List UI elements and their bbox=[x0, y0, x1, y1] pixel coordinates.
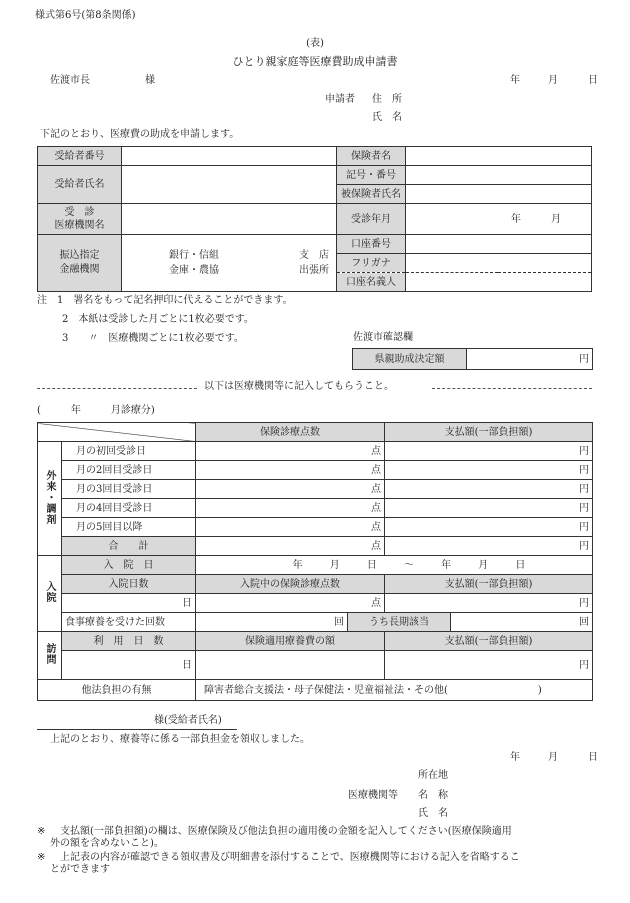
outpatient-label-text: 外来・調剤 bbox=[44, 469, 55, 525]
total-label: 合 計 bbox=[62, 537, 196, 556]
footnote-1-mark: ※ bbox=[37, 826, 46, 837]
outpatient-row-1-payment[interactable] bbox=[385, 442, 593, 461]
bank-label-line1: 振込指定 bbox=[59, 250, 100, 261]
bank-field[interactable] bbox=[122, 235, 337, 292]
bank-options-row1 bbox=[125, 248, 333, 263]
yen-unit: 円 bbox=[579, 597, 590, 609]
outpatient-row-3-payment[interactable] bbox=[385, 480, 593, 499]
bank-options-row2 bbox=[125, 263, 333, 278]
yen-unit: 円 bbox=[579, 483, 590, 495]
insured-name-label: 被保険者氏名 bbox=[337, 185, 406, 204]
range-end-day: 日 bbox=[515, 559, 526, 571]
range-start-day: 日 bbox=[366, 559, 377, 571]
visit-payment-field[interactable] bbox=[385, 651, 593, 680]
day-unit: 日 bbox=[182, 597, 192, 609]
note-1-label: 注 1 bbox=[37, 295, 64, 306]
bank-label-line2: 金融機関 bbox=[59, 264, 100, 275]
inpatient-points-field[interactable] bbox=[196, 594, 385, 613]
range-end-year: 年 bbox=[441, 559, 452, 571]
inpatient-section-label bbox=[38, 556, 62, 632]
yen-unit: 円 bbox=[579, 521, 590, 533]
range-end-month: 月 bbox=[478, 559, 489, 571]
bank-option-kinko: 金庫・農協 bbox=[169, 265, 219, 276]
inpatient-days-label: 入院日数 bbox=[62, 575, 196, 594]
outpatient-row-3-label: 月の3回目受診日 bbox=[62, 480, 196, 499]
period-month: 月診療分) bbox=[110, 405, 155, 416]
visit-label-text: 訪問 bbox=[44, 643, 55, 665]
inpatient-points-label: 入院中の保険診療点数 bbox=[196, 575, 385, 594]
footnote-1-line2: 外の額を含めないこと)。 bbox=[50, 838, 164, 849]
outpatient-row-4-points[interactable] bbox=[196, 499, 385, 518]
note-1-text: 署名をもって記名押印に代えることができます。 bbox=[73, 295, 293, 306]
outpatient-row-5-label: 月の5回目以降 bbox=[62, 518, 196, 537]
city-confirm-box bbox=[352, 348, 593, 370]
point-unit: 点 bbox=[371, 597, 382, 609]
other-laws-field[interactable]: 障害者総合支援法・母子保健法・児童福祉法・その他( ) bbox=[196, 680, 593, 701]
outpatient-section-label bbox=[38, 442, 62, 556]
applicant-name-label: 氏 名 bbox=[372, 112, 402, 123]
receipt-month-label: 月 bbox=[548, 752, 558, 763]
application-table bbox=[37, 146, 592, 292]
note-3-ditto: 〃 bbox=[88, 333, 99, 344]
visit-section-label bbox=[38, 632, 62, 680]
visit-month-unit: 月 bbox=[551, 213, 561, 225]
account-number-field[interactable] bbox=[406, 235, 592, 254]
yen-unit: 円 bbox=[579, 445, 590, 457]
intro-text: 下記のとおり、医療費の助成を申請します。 bbox=[40, 129, 240, 140]
visit-fee-field[interactable] bbox=[196, 651, 385, 680]
footnote-2-mark: ※ bbox=[37, 852, 46, 863]
date-year-label: 年 bbox=[510, 75, 520, 86]
range-start-year: 年 bbox=[292, 559, 303, 571]
note-2 bbox=[62, 314, 254, 326]
outpatient-row-2-points[interactable] bbox=[196, 461, 385, 480]
branch-option: 支 店 bbox=[299, 250, 329, 261]
period-year: 年 bbox=[70, 405, 81, 416]
side-label: (表) bbox=[306, 38, 324, 49]
point-unit: 点 bbox=[371, 464, 382, 476]
point-unit: 点 bbox=[371, 521, 382, 533]
insured-name-field[interactable] bbox=[406, 185, 592, 204]
institution-person-label: 氏 名 bbox=[418, 808, 448, 819]
date-month-label: 月 bbox=[548, 75, 558, 86]
col-payment-header: 支払額(一部負担額) bbox=[385, 423, 593, 442]
divider-text: 以下は医療機関等に記入してもらうこと。 bbox=[204, 381, 394, 392]
meal-count-label: 食事療養を受けた回数 bbox=[62, 613, 196, 632]
insurer-name-label: 保険者名 bbox=[337, 147, 406, 166]
other-burden-label: 他法負担の有無 bbox=[38, 680, 196, 701]
clinic-label-line1: 受 診 bbox=[64, 207, 95, 218]
visit-payment-label: 支払額(一部負担額) bbox=[385, 632, 593, 651]
recipient-name-field[interactable] bbox=[122, 166, 337, 204]
footnote-1-line1: 支払額(一部負担額)の欄は、医療保険及び他法負担の適用後の金額を記入してください(医療保険適用 bbox=[60, 826, 512, 837]
note-3 bbox=[62, 333, 244, 345]
visit-year-unit: 年 bbox=[511, 213, 521, 225]
point-unit: 点 bbox=[371, 445, 382, 457]
usage-days-label: 利 用 日 数 bbox=[62, 632, 196, 651]
symbol-number-field[interactable] bbox=[406, 166, 592, 185]
account-holder-label: 口座名義人 bbox=[337, 273, 406, 292]
point-unit: 点 bbox=[371, 483, 382, 495]
receipt-recipient-label: 様(受給者氏名) bbox=[154, 715, 222, 726]
header-diagonal-cell bbox=[38, 423, 196, 442]
outpatient-row-1-points[interactable] bbox=[196, 442, 385, 461]
applicant-address-label: 住 所 bbox=[372, 94, 402, 105]
admission-date-range bbox=[199, 560, 589, 571]
yen-unit: 円 bbox=[579, 502, 590, 514]
account-number-label: 口座番号 bbox=[337, 235, 406, 254]
col-points-header: 保険診療点数 bbox=[196, 423, 385, 442]
date-day-label: 日 bbox=[588, 75, 598, 86]
inpatient-days-field[interactable] bbox=[62, 594, 196, 613]
footnote-2-line1: 上記表の内容が確認できる領収書及び明細書を添付することで、医療機関等における記入を省略するこ bbox=[60, 852, 520, 863]
bank-label bbox=[38, 235, 122, 292]
divider-line-right bbox=[432, 388, 592, 389]
visit-fee-label: 保険適用療養費の額 bbox=[196, 632, 385, 651]
symbol-number-label: 記号・番号 bbox=[337, 166, 406, 185]
inpatient-payment-field[interactable] bbox=[385, 594, 593, 613]
outpatient-row-5-points[interactable] bbox=[196, 518, 385, 537]
total-points[interactable] bbox=[196, 537, 385, 556]
outpatient-row-1-label: 月の初回受診日 bbox=[62, 442, 196, 461]
receipt-day-label: 日 bbox=[588, 752, 598, 763]
addressee: 佐渡市長 bbox=[50, 75, 90, 86]
recipient-number-label: 受給者番号 bbox=[38, 147, 122, 166]
note-3-label: 3 bbox=[62, 333, 69, 344]
institution-name-label: 名 称 bbox=[418, 790, 448, 801]
note-1 bbox=[37, 295, 293, 307]
yen-unit: 円 bbox=[579, 464, 590, 476]
inpatient-payment-label: 支払額(一部負担額) bbox=[385, 575, 593, 594]
clinic-name-label bbox=[38, 204, 122, 235]
note-2-label: 2 bbox=[62, 314, 69, 325]
furigana-field[interactable] bbox=[406, 254, 592, 273]
subsidy-amount-label: 県親助成決定額 bbox=[353, 349, 467, 370]
total-payment[interactable] bbox=[385, 537, 593, 556]
note-2-text: 本紙は受診した月ごとに1枚必要です。 bbox=[78, 314, 254, 325]
usage-days-field[interactable] bbox=[62, 651, 196, 680]
insurer-name-field[interactable] bbox=[406, 147, 592, 166]
day-unit: 日 bbox=[182, 659, 192, 671]
receipt-year-label: 年 bbox=[510, 752, 520, 763]
addressee-honorific: 様 bbox=[145, 75, 155, 86]
sub-branch-option: 出張所 bbox=[299, 265, 329, 276]
times-unit: 回 bbox=[579, 616, 590, 628]
inpatient-label-text: 入院 bbox=[44, 581, 55, 603]
outpatient-row-4-payment[interactable] bbox=[385, 499, 593, 518]
range-start-month: 月 bbox=[329, 559, 340, 571]
times-unit: 回 bbox=[334, 616, 344, 628]
bank-option-bank: 銀行・信組 bbox=[169, 250, 219, 261]
period-label bbox=[37, 405, 155, 417]
outpatient-row-2-label: 月の2回目受診日 bbox=[62, 461, 196, 480]
form-code: 様式第6号(第8条関係) bbox=[35, 10, 136, 21]
range-tilde: 〜 bbox=[403, 559, 414, 571]
yen-unit: 円 bbox=[579, 540, 590, 552]
recipient-number-field[interactable] bbox=[122, 147, 337, 166]
point-unit: 点 bbox=[371, 540, 382, 552]
outpatient-row-2-payment[interactable] bbox=[385, 461, 593, 480]
admission-date-label: 入 院 日 bbox=[62, 556, 196, 575]
city-confirm-title: 佐渡市確認欄 bbox=[353, 332, 413, 343]
furigana-label: フリガナ bbox=[337, 254, 406, 273]
note-3-text: 医療機関ごとに1枚必要です。 bbox=[108, 333, 244, 344]
clinic-name-field[interactable] bbox=[122, 204, 337, 235]
outpatient-row-5-payment[interactable] bbox=[385, 518, 593, 537]
divider-line-left bbox=[37, 388, 197, 389]
visit-month-field[interactable] bbox=[406, 204, 592, 235]
yen-unit: 円 bbox=[579, 659, 590, 671]
form-title: ひとり親家庭等医療費助成申請書 bbox=[232, 55, 398, 68]
recipient-name-label: 受給者氏名 bbox=[38, 166, 122, 204]
subsidy-amount-field[interactable] bbox=[467, 349, 593, 370]
account-holder-field[interactable] bbox=[406, 273, 592, 292]
long-term-label: うち長期該当 bbox=[348, 613, 451, 632]
long-term-field[interactable] bbox=[451, 613, 593, 632]
applicant-label: 申請者 bbox=[325, 94, 355, 105]
visit-month-label: 受診年月 bbox=[337, 204, 406, 235]
institution-label: 医療機関等 bbox=[348, 790, 398, 801]
subsidy-yen-unit: 円 bbox=[579, 353, 589, 365]
admission-date-field[interactable] bbox=[196, 556, 593, 575]
medical-table bbox=[37, 422, 593, 701]
meal-count-field[interactable] bbox=[196, 613, 348, 632]
institution-location-label: 所在地 bbox=[418, 770, 448, 781]
outpatient-row-4-label: 月の4回目受診日 bbox=[62, 499, 196, 518]
outpatient-row-3-points[interactable] bbox=[196, 480, 385, 499]
period-open: ( bbox=[37, 405, 41, 416]
clinic-label-line2: 医療機関名 bbox=[54, 220, 105, 231]
point-unit: 点 bbox=[371, 502, 382, 514]
receipt-text: 上記のとおり、療養等に係る一部負担金を領収しました。 bbox=[50, 734, 310, 745]
footnote-2-line2: とができます bbox=[50, 864, 110, 875]
